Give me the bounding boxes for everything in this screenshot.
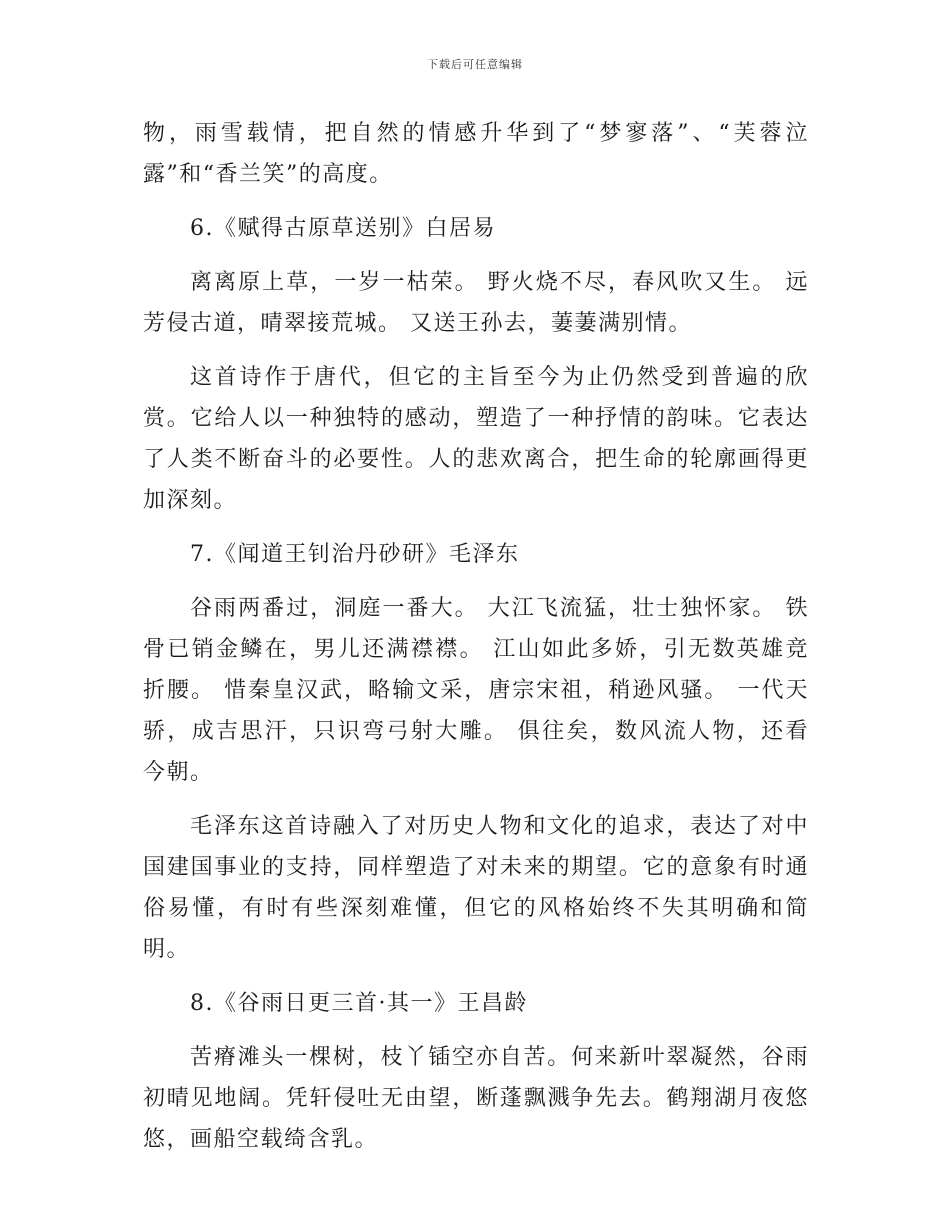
- commentary-7: 毛泽东这首诗融入了对历史人物和文化的追求，表达了对中国建国事业的支持，同样塑造了对未来的期望。它的意象有时通俗易懂，有时有些深刻难懂，但它的风格始终不失其明确和简明。: [143, 814, 809, 962]
- commentary-6: 这首诗作于唐代，但它的主旨至今为止仍然受到普遍的欣赏。它给人以一种独特的感动，塑造了一种抒情的韵味。它表达了人类不断奋斗的必要性。人的悲欢离合，把生命的轮廓画得更加深刻。: [143, 365, 809, 513]
- poem-title-8: 8.《谷雨日更三首·其一》王昌龄: [190, 991, 528, 1016]
- poem-text-7: 谷雨两番过，洞庭一番大。 大江飞流猛，壮士独怀家。 铁骨已销金鳞在，男儿还满襟襟。 江山如此多娇，引无数英雄竞折腰。 惜秦皇汉武，略输文采，唐宗宋祖，稍逊风骚。 一代天骄，成吉思汗，只识弯弓射大雕。 俱往矣，数风流人物，还看今朝。: [143, 596, 809, 785]
- page-header: 下载后可任意编辑: [427, 58, 523, 71]
- poem-text-8: 苦瘠滩头一棵树，枝丫锸空亦自苦。何来新叶翠凝然，谷雨初晴见地阔。凭轩侵吐无由望，断蓬飘溅争先去。鹤翔湖月夜悠悠，画船空载绮含乳。: [143, 1045, 809, 1152]
- paragraph-continuation: 物，雨雪载情，把自然的情感升华到了“梦寥落”、“芙蓉泣露”和“香兰笑”的高度。: [143, 121, 809, 187]
- document-body: [143, 113, 809, 1160]
- poem-title-7: 7.《闻道王钊治丹砂研》毛泽东: [190, 542, 520, 567]
- poem-title-6: 6.《赋得古原草送别》白居易: [190, 216, 496, 241]
- poem-text-6: 离离原上草，一岁一枯荣。 野火烧不尽，春风吹又生。 远芳侵古道，晴翠接荒城。 又送王孙去，萋萋满别情。: [143, 270, 809, 336]
